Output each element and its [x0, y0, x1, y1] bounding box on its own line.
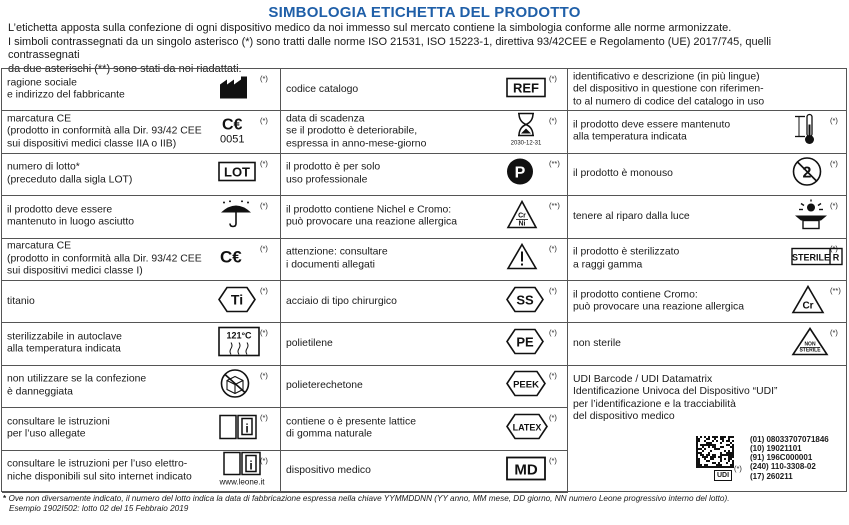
- umbrella-icon: [218, 200, 254, 233]
- symbol-description: identificativo e descrizione (in più lingue) del dispositivo in questione con riferimen- to al numero di codice del catalogo in uso: [573, 71, 765, 107]
- svg-text:LATEX: LATEX: [512, 422, 542, 433]
- symbol-row: [281, 323, 568, 365]
- nickel-chrome-icon: [506, 199, 538, 234]
- symbol-description: consultare le istruzioni per l’uso elettro- niche disponibili sul sito internet indicato: [7, 458, 192, 483]
- svg-text:Cr: Cr: [802, 300, 814, 312]
- symbol-row: [568, 196, 846, 238]
- asterisk-marker: (**): [549, 201, 560, 211]
- symbol-description: sterilizzabile in autoclave alla temperatura indicata: [7, 331, 122, 356]
- svg-text:2030-12-31: 2030-12-31: [510, 140, 542, 147]
- asterisk-marker: (*): [830, 116, 838, 126]
- symbol-row: [568, 323, 846, 365]
- symbol-row: [281, 408, 568, 450]
- asterisk-marker: (*): [260, 201, 268, 211]
- symbol-row: [2, 451, 281, 493]
- symbol-description: il prodotto deve essere mantenuto in luogo asciutto: [7, 204, 135, 228]
- sunlight-icon: [791, 199, 831, 234]
- asterisk-marker: (*): [260, 74, 268, 83]
- ce-icon: [218, 246, 252, 273]
- svg-text:Ti: Ti: [230, 291, 244, 308]
- symbol-row: [2, 323, 281, 365]
- asterisk-marker: (*): [549, 243, 557, 253]
- footnote-line: Ove non diversamente indicato, il numero del lotto indica la data di fabbricazione espressa nella chiave YYMMDDNN (YY anno, MM mese, DD giorno, NN numero Leone progressivo interno del lotto).: [8, 494, 730, 503]
- symbol-description: il prodotto deve essere mantenuto alla temperatura indicata: [573, 119, 731, 144]
- chrome-icon: [791, 284, 825, 319]
- asterisk-marker: (*): [549, 413, 557, 423]
- polyethylene-icon: [506, 329, 544, 360]
- udi-row: [568, 366, 846, 493]
- footnote: [3, 494, 848, 514]
- professional-use-icon: [506, 158, 534, 191]
- asterisk-marker: (**): [830, 286, 841, 295]
- peek-icon: [506, 371, 546, 402]
- ref-icon: [506, 77, 546, 102]
- asterisk-marker: (*): [260, 116, 268, 126]
- udi-badge: UDI: [714, 470, 732, 481]
- svg-text:SS: SS: [516, 292, 534, 308]
- symbol-description: il prodotto è sterilizzato a raggi gamma: [573, 246, 680, 271]
- symbol-row: [568, 154, 846, 196]
- symbol-row: [568, 111, 846, 153]
- symbol-row: [568, 281, 846, 323]
- symbol-description: polieterechetone: [286, 380, 363, 392]
- symbol-row: [281, 111, 568, 153]
- asterisk-marker: (*): [549, 286, 557, 295]
- svg-text:P: P: [514, 164, 526, 182]
- asterisk-marker: (*): [260, 286, 268, 295]
- surgical-steel-icon: [506, 286, 544, 317]
- intro-line: da due asterischi (**) sono stati da noi riadattati.: [8, 62, 242, 75]
- udi-codes: (01) 08033707071846 (10) 19021101 (91) 196C000001 (240) 110-3308-02 (17) 260211: [750, 434, 829, 481]
- ce-0051-icon: [218, 115, 258, 150]
- svg-text:PE: PE: [516, 334, 534, 350]
- symbol-row: [281, 196, 568, 238]
- asterisk-marker: (*): [260, 328, 268, 338]
- md-icon: [506, 457, 546, 486]
- titanium-icon: [218, 286, 256, 317]
- svg-text:0051: 0051: [220, 133, 245, 145]
- page-title: SIMBOLOGIA ETICHETTA DEL PRODOTTO: [268, 4, 581, 21]
- symbol-description: marcatura CE (prodotto in conformità alla Dir. 93/42 CEE sui dispositivi medici classe IIA o IIB): [7, 113, 202, 150]
- asterisk-marker: (*): [549, 370, 557, 380]
- symbol-row: [281, 239, 568, 281]
- symbol-description: non sterile: [573, 337, 621, 349]
- symbol-row: [2, 281, 281, 323]
- symbol-description: dispositivo medico: [286, 465, 371, 477]
- damaged-package-icon: [218, 369, 252, 404]
- svg-text:121°C: 121°C: [226, 330, 252, 341]
- symbol-row: [2, 154, 281, 196]
- svg-text:i: i: [249, 458, 253, 473]
- single-use-icon: [791, 157, 823, 192]
- symbol-row: [568, 69, 846, 111]
- asterisk-marker: (*): [260, 158, 268, 168]
- asterisk-marker: (*): [260, 370, 268, 380]
- symbol-row: [2, 196, 281, 238]
- asterisk-marker: (**): [549, 158, 560, 168]
- svg-text:Cr: Cr: [518, 212, 526, 220]
- hourglass-icon: [506, 112, 546, 153]
- svg-text:LOT: LOT: [224, 164, 250, 180]
- symbol-description: ragione sociale e indirizzo del fabbricante: [7, 77, 125, 101]
- symbol-row: [281, 281, 568, 323]
- instructions-icon: [218, 412, 258, 445]
- asterisk-marker: (*): [549, 455, 557, 465]
- asterisk-marker: (*): [734, 463, 742, 473]
- symbol-description: codice catalogo: [286, 83, 359, 95]
- svg-text:2: 2: [802, 164, 812, 182]
- intro-line: I simboli contrassegnati da un singolo asterisco (*) sono tratti dalle norme ISO 21531, ISO 15223-1, direttiva 93/42CEE e Regolamento (UE) 2017/745, quelli contrassegnati: [8, 35, 772, 62]
- symbol-row: [2, 408, 281, 450]
- symbol-description: il prodotto contiene Cromo: può provocare una reazione allergica: [573, 289, 744, 313]
- symbol-row: [281, 154, 568, 196]
- asterisk-marker: (*): [260, 455, 268, 465]
- svg-text:www.leone.it: www.leone.it: [219, 477, 265, 487]
- svg-text:R: R: [832, 252, 840, 263]
- symbol-description: non utilizzare se la confezione è danneggiata: [7, 374, 147, 398]
- symbol-description: consultare le istruzioni per l’uso allegate: [7, 416, 110, 440]
- svg-text:PEEK: PEEK: [513, 379, 539, 391]
- lot-icon: [218, 162, 256, 187]
- svg-text:i: i: [245, 421, 249, 436]
- svg-text:C€: C€: [222, 116, 243, 134]
- svg-text:MD: MD: [514, 461, 538, 479]
- svg-text:STERILE: STERILE: [799, 347, 821, 354]
- manufacturer-icon: [218, 74, 254, 105]
- symbol-row: [2, 366, 281, 408]
- asterisk-marker: (*): [549, 74, 557, 83]
- asterisk-marker: (*): [260, 243, 268, 253]
- non-sterile-icon: [791, 327, 829, 362]
- e-instructions-icon: [218, 451, 266, 492]
- symbol-description: data di scadenza se il prodotto è deteriorabile, espressa in anno-mese-giorno: [286, 113, 427, 150]
- symbol-description: attenzione: consultare i documenti allegati: [286, 246, 388, 271]
- symbol-row: [2, 239, 281, 281]
- symbol-description: numero di lotto* (preceduto dalla sigla LOT): [7, 162, 133, 186]
- asterisk-marker: (*): [830, 158, 838, 168]
- symbol-description: il prodotto contiene Nichel e Cromo: può provocare una reazione allergica: [286, 204, 457, 228]
- latex-icon: [506, 413, 548, 444]
- symbol-row: [568, 239, 846, 281]
- asterisk-marker: (*): [830, 328, 838, 338]
- svg-text:STERILE: STERILE: [791, 252, 831, 263]
- asterisk-marker: (*): [549, 328, 557, 338]
- autoclave-icon: [218, 327, 260, 362]
- footnote-example: Esempio 1902I502: lotto 02 del 15 Febbraio 2019: [9, 504, 189, 513]
- symbol-row: [281, 451, 568, 493]
- udi-description: UDI Barcode / UDI Datamatrix Identificazione Univoca del Dispositivo “UDI” per l’identificazione e la tracciabilità del dispositivo medico: [573, 373, 778, 423]
- footnote-star: *: [3, 494, 7, 503]
- symbol-table: [1, 68, 847, 492]
- svg-text:NON: NON: [804, 341, 816, 348]
- asterisk-marker: (*): [830, 201, 838, 211]
- svg-text:C€: C€: [220, 247, 242, 267]
- symbol-row: [281, 69, 568, 111]
- symbol-description: acciaio di tipo chirurgico: [286, 295, 397, 307]
- intro-line: L’etichetta apposta sulla confezione di ogni dispositivo medico da noi immesso sul mercato contiene la simbologia conforme alle norme armonizzate.: [8, 22, 732, 34]
- svg-text:REF: REF: [513, 80, 539, 96]
- symbol-description: il prodotto è per solo uso professionale: [286, 162, 381, 186]
- symbol-row: [2, 111, 281, 153]
- warning-icon: [506, 243, 538, 276]
- symbol-description: contiene o è presente lattice di gomma naturale: [286, 416, 416, 440]
- svg-text:Ni: Ni: [518, 220, 526, 228]
- asterisk-marker: (*): [549, 116, 557, 126]
- symbol-description: tenere al riparo dalla luce: [573, 210, 690, 222]
- symbol-description: titanio: [7, 295, 35, 307]
- symbol-description: marcatura CE (prodotto in conformità alla Dir. 93/42 CEE sui dispositivi medici classe I): [7, 240, 202, 277]
- asterisk-marker: (*): [830, 243, 838, 253]
- thermometer-icon: [791, 113, 821, 152]
- asterisk-marker: (*): [260, 413, 268, 423]
- symbol-description: il prodotto è monouso: [573, 168, 673, 180]
- symbol-row: [2, 69, 281, 111]
- symbol-row: [281, 366, 568, 408]
- symbol-description: polietilene: [286, 337, 333, 349]
- udi-datamatrix-icon: [696, 436, 734, 473]
